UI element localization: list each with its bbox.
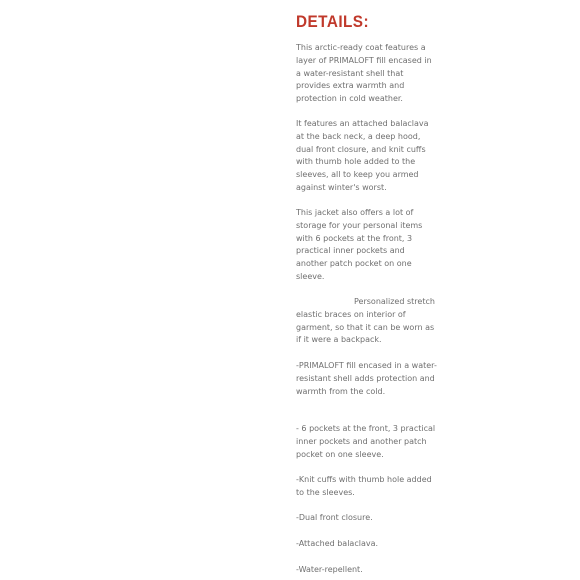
feature-bullet-water-repellent: -Water-repellent. (296, 565, 363, 574)
feature-bullet-primaloft: -PRIMALOFT fill encased in a water-resistant shell adds protection and warmth from the cold. (296, 361, 437, 396)
storage-paragraph: This jacket also offers a lot of storage for your personal items with 6 pockets at the front, 3 practical inner pockets and another patch pocket on one sleeve. (296, 208, 423, 281)
features-paragraph: It features an attached balaclava at the back neck, a deep hood, dual front closure, and knit cuffs with thumb hole added to the sleeves, all to keep you armed against winter's worst. (296, 119, 429, 192)
feature-bullet-knit-cuffs: -Knit cuffs with thumb hole added to the sleeves. (296, 475, 432, 497)
braces-lead-text: Personalized (354, 297, 405, 306)
braces-rest-text: stretch elastic braces on interior of garment, so that it can be worn as if it were a backpack. (296, 297, 435, 345)
product-details-section (296, 12, 438, 574)
feature-bullet-pockets: - 6 pockets at the front, 3 practical inner pockets and another patch pocket on one sleeve. (296, 424, 436, 459)
details-heading: DETAILS: (296, 12, 370, 31)
feature-bullet-front-closure: -Dual front closure. (296, 513, 373, 522)
braces-paragraph (296, 296, 438, 347)
feature-bullet-balaclava: -Attached balaclava. (296, 539, 379, 548)
intro-paragraph: This arctic-ready coat features a layer of PRIMALOFT fill encased in a water-resistant shell that provides extra warmth and protection in cold weather. (296, 43, 432, 104)
